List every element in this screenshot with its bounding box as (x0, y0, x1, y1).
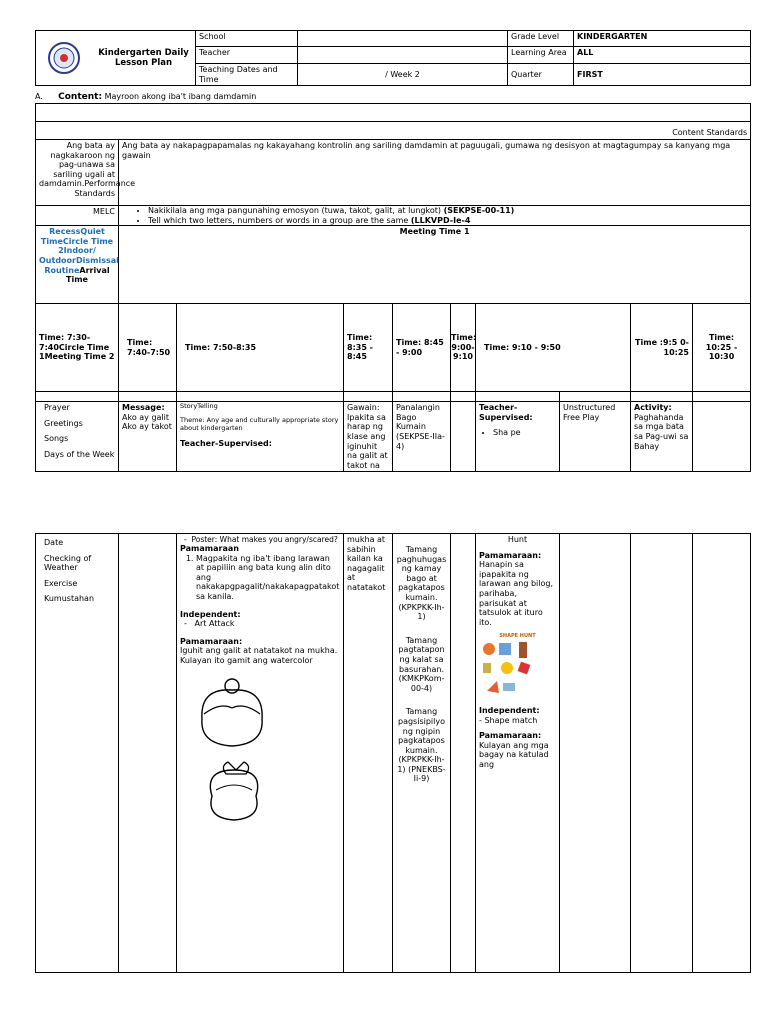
art-text: Iguhit ang galit at natatakot na mukha. Kulayan ito gamit ang watercolor (180, 646, 338, 665)
storytelling: StoryTelling (180, 402, 218, 411)
area-label: Learning Area (508, 47, 574, 64)
melc-list (122, 206, 747, 225)
shape-hunt-image (479, 633, 556, 700)
time-cell: Time: 10:25 - 10:30 (693, 304, 751, 392)
teacher-supervised: Teacher-Supervised: (180, 438, 272, 448)
message-text: Ako ay galit Ako ay takot (122, 412, 172, 432)
time-cell: Time: 9:10 - 9:50 (476, 304, 631, 392)
hunt-text: Hunt (507, 535, 528, 544)
message-label: Message: (122, 403, 165, 413)
free-play: Unstructured Free Play (560, 402, 631, 472)
arrival-item: Greetings (44, 418, 83, 428)
arrival-item: Prayer (44, 403, 70, 413)
performance-right: Ang bata ay nakapagpapamalas ng kakayahang kontrolin ang sariling damdamin at paguugali, gumawa ng desisyon at magtagumpay sa kanyang mga gawain (119, 140, 751, 206)
arrival-item: Songs (44, 434, 69, 444)
header-table (35, 30, 751, 86)
color-text: Kulayan ang mga bagay na katulad ang (479, 740, 549, 769)
grade-value: KINDERGARTEN (574, 31, 751, 47)
ts-label: Teacher-Supervised: (479, 403, 533, 422)
time-cell: Time: 8:45 - 9:00 (393, 304, 451, 392)
pamamaraan2-label: Pamamaraan: (180, 636, 243, 646)
melc-item: • Nakikilala ang mga pangunahing emosyon (tuwa, takot, galit, at lungkot) (SEKPSE-00-11) (148, 206, 747, 216)
deped-seal-icon (44, 39, 84, 77)
arrival-item: Days of the Week (44, 449, 115, 459)
school-label: School (196, 31, 298, 47)
hygiene-item: Tamang pagsisipilyo ng ngipin pagkatapos kumain. (KPKPKK-Ih-1) (PNEKBS-Ii-9) (397, 707, 446, 784)
pamamaraan3-label: Pamamaraan: (479, 550, 542, 560)
dates-value: / Week 2 (298, 64, 508, 86)
shape-hunt-icon (479, 639, 541, 697)
teacher-label: Teacher (196, 47, 298, 64)
hygiene-item: Tamang paghuhugas ng kamay bago at pagkatapos kumain. (KPKPKK-Ih-1) (396, 545, 447, 622)
content-standards-label: Content Standards (36, 122, 751, 140)
teacher-value (298, 47, 508, 64)
activity-label: Activity: (634, 403, 672, 413)
panalangin-text: Panalangin Bago Kumain (SEKPSE-IIa-4) (393, 402, 451, 472)
arrival-item: Exercise (44, 578, 78, 588)
melc-item: • Tell which two letters, numbers or words in a group are the same (LLKVPD-Ie-4 (148, 216, 747, 226)
time-cell: Time: 7:30-7:40Circle Time 1Meeting Time 2 (36, 304, 119, 392)
pamamaraan-label: Pamamaraan (180, 544, 239, 553)
hunt-instructions: Hanapin sa ipapakita ng larawan ang bilog, parihaba, parisukat at tatsulok at ituro ito. (479, 560, 554, 627)
performance-left: Ang bata ay nagkakaroon ng pag-unawa sa sariling ugali at damdamin.Performance Standards (36, 140, 119, 206)
ts-item: • Sha pe (493, 428, 556, 438)
lesson-plan-title: Kindergarten Daily Lesson Plan (98, 47, 189, 69)
art-attack: Art Attack (194, 619, 235, 629)
gawain-text: Gawain: Ipakita sa harap ng klase ang iginuhit na galit at takot na (344, 402, 393, 472)
content-line: A. Content: Mayroon akong iba't ibang damdamin (35, 92, 257, 102)
hygiene-item: Tamang pagtatapon ng kalat sa basurahan. (KMKPKom-00-4) (398, 635, 445, 693)
activity-text: Paghahanda sa mga bata sa Pag-uwi sa Bahay (634, 412, 689, 451)
face-drawing-icon (190, 674, 300, 824)
arrival-item: Checking of Weather (44, 553, 92, 573)
shape-match: Shape match (484, 715, 538, 725)
arrival-item: Date (44, 538, 64, 547)
melc-label: MELC (36, 206, 119, 226)
dates-label: Teaching Dates and Time (196, 64, 298, 86)
arrival-item: Kumustahan (44, 594, 95, 604)
continuation-table: Date Checking of Weather Exercise Kumustahan - Poster: What makes you angry/scared? Pamamaraan 1. Magpakita ng iba't ibang larawan at papiliin ang bata kung alin dito ang nakakapgpagalit/nakakapagpatakot sa kanila. Independent: - Art Attack Pamamaraan: Iguhit ang galit at natatakot na mukha. Kulayan ito gamit ang watercolor mukha at sabihin kailan ka nagagalit at natatakot Tamang paghuhugas ng kamay bago at pagkatapos kumain. (KPKPKK-Ih-1) Tamang pagtatapon ng kalat sa basurahan. (KMKPKom-00-4) Tamang pagsisipilyo ng ngipin pagkatapos kumain. (KPKPKK-Ih-1) (PNEKBS-Ii-9) Hunt Pamamaraan: Hanapin sa ipapakita ng larawan ang bilog, parihaba, parisukat at tatsulok at ituro ito. SHAPE HUNT Independent: - Shape match Pamamaraan: Kulayan ang mga bagay na katulad ang (35, 533, 751, 973)
quarter-label: Quarter (508, 64, 574, 86)
quarter-value: FIRST (574, 64, 751, 86)
pamamaraan4-label: Pamamaraan: (479, 731, 542, 741)
time-cell: Time: 9:00-9:10 (451, 304, 476, 392)
time-cell: Time: 7:50-8:35 (177, 304, 344, 392)
time-cell: Time: 7:40-7:50 (119, 304, 177, 392)
time-cell: Time: 8:35 - 8:45 (344, 304, 393, 392)
school-value (298, 31, 508, 47)
main-table (35, 103, 751, 472)
time-cell: Time :9:5 0-10:25 (631, 304, 693, 392)
area-value: ALL (574, 47, 751, 64)
routine-cell: RecessQuiet TimeCircle Time 2Indoor/ OutdoorDismissal RoutineArrival Time (36, 226, 119, 304)
poster-text: Poster: What makes you angry/scared? (191, 535, 338, 544)
independent-label: Independent: (180, 609, 241, 619)
shape-hunt-title: SHAPE HUNT (499, 633, 536, 640)
independent2-label: Independent: (479, 705, 540, 715)
step-item: 1. Magpakita ng iba't ibang larawan at papiliin ang bata kung alin dito ang nakakapgpagalit/nakakapagpatakot sa kanila. (196, 554, 340, 602)
grade-label: Grade Level (508, 31, 574, 47)
meeting-time-cell: Meeting Time 1 (119, 226, 751, 304)
gawain-cont: mukha at sabihin kailan ka nagagalit at natatakot (344, 534, 393, 973)
theme: Theme: Any age and culturally appropriate story about kindergarten (180, 415, 339, 432)
